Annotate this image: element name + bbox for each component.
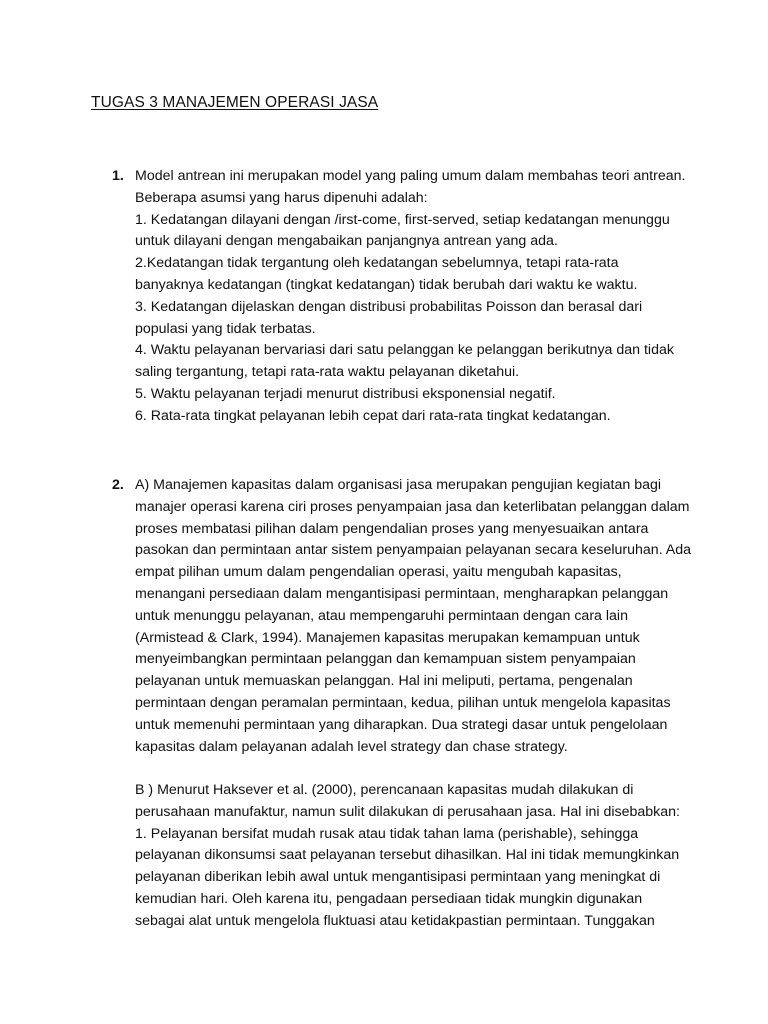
text-line: pasokan dan permintaan antar sistem penyampaian pelayanan secara keseluruhan. Ada — [135, 542, 692, 559]
text-line: kemudian hari. Oleh karena itu, pengadaan persediaan tidak mungkin digunakan — [135, 890, 643, 907]
item-number: 1. — [112, 168, 124, 184]
text-line: 3. Kedatangan dijelaskan dengan distribusi probabilitas Poisson dan berasal dari — [135, 298, 643, 315]
text-line: perusahaan manufaktur, namun sulit dilakukan di perusahaan jasa. Hal ini disebabkan: — [135, 803, 680, 820]
text-line: manajer operasi karena ciri proses penyampaian jasa dan keterlibatan pelanggan dalam — [135, 498, 690, 515]
document-title: TUGAS 3 MANAJEMEN OPERASI JASA — [91, 94, 379, 111]
text-line: 1. Pelayanan bersifat mudah rusak atau tidak tahan lama (perishable), sehingga — [135, 825, 639, 842]
text-line: Model antrean ini merupakan model yang paling umum dalam membahas teori antrean. — [135, 168, 686, 184]
text-line: pelayanan untuk memuaskan pelanggan. Hal ini meliputi, pertama, pengenalan — [135, 673, 633, 690]
text-line: (Armistead & Clark, 1994). Manajemen kapasitas merupakan kemampuan untuk — [135, 629, 640, 646]
text-line: saling tergantung, tetapi rata-rata waktu pelayanan diketahui. — [135, 364, 520, 381]
text-line: untuk memenuhi permintaan yang diharapkan. Dua strategi dasar untuk pengelolaan — [135, 716, 668, 733]
text-line: A) Manajemen kapasitas dalam organisasi jasa merupakan pengujian kegiatan bagi — [135, 477, 662, 493]
text-line: 2.Kedatangan tidak tergantung oleh kedatangan sebelumnya, tetapi rata-rata — [135, 255, 619, 272]
text-line: untuk menunggu pelayanan, atau mempengaruhi permintaan dengan cara lain — [135, 607, 628, 624]
text-line: banyaknya kedatangan (tingkat kedatangan) tidak berubah dari waktu ke waktu. — [135, 276, 638, 293]
text-line: permintaan dengan peramalan permintaan, kedua, pilihan untuk mengelola kapasitas — [135, 694, 671, 711]
text-line: 5. Waktu pelayanan terjadi menurut distribusi eksponensial negatif. — [135, 385, 556, 402]
text-line: B ) Menurut Haksever et al. (2000), perencanaan kapasitas mudah dilakukan di — [135, 782, 634, 798]
text-line: untuk dilayani dengan mengabaikan panjangnya antrean yang ada. — [135, 233, 558, 250]
item-1-text — [135, 166, 715, 428]
text-line: pelayanan dikonsumsi saat pelayanan tersebut dihasilkan. Hal ini tidak memungkinkan — [135, 847, 680, 864]
text-line: 1. Kedatangan dilayani dengan /irst-come, first-served, setiap kedatangan menunggu — [135, 211, 670, 228]
item-number: 2. — [112, 477, 124, 493]
text-line: proses membatasi pilihan dalam pengendalian proses yang menyesuaikan antara — [135, 520, 649, 537]
text-line: empat pilihan umum dalam pengendalian operasi, yaitu mengubah kapasitas, — [135, 564, 622, 581]
text-line: menangani persediaan dalam mengantisipasi permintaan, mengharapkan pelanggan — [135, 585, 669, 602]
text-line: menyeimbangkan permintaan pelanggan dan kemampuan sistem penyampaian — [135, 651, 636, 668]
text-line: 4. Waktu pelayanan bervariasi dari satu pelanggan ke pelanggan berikutnya dan tidak — [135, 342, 674, 359]
item-2-paragraph-b — [135, 780, 715, 933]
text-line: kapasitas dalam pelayanan adalah level strategy dan chase strategy. — [135, 738, 568, 755]
text-line: populasi yang tidak terbatas. — [135, 320, 316, 337]
text-line: pelayanan diberikan lebih awal untuk mengantisipasi permintaan yang meningkat di — [135, 869, 661, 886]
text-line: 6. Rata-rata tingkat pelayanan lebih cepat dari rata-rata tingkat kedatangan. — [135, 407, 611, 424]
text-line: sebagai alat untuk mengelola fluktuasi atau ketidakpastian permintaan. Tunggakan — [135, 912, 655, 929]
text-line: Beberapa asumsi yang harus dipenuhi adalah: — [135, 189, 428, 206]
item-2-paragraph-a — [135, 475, 715, 758]
